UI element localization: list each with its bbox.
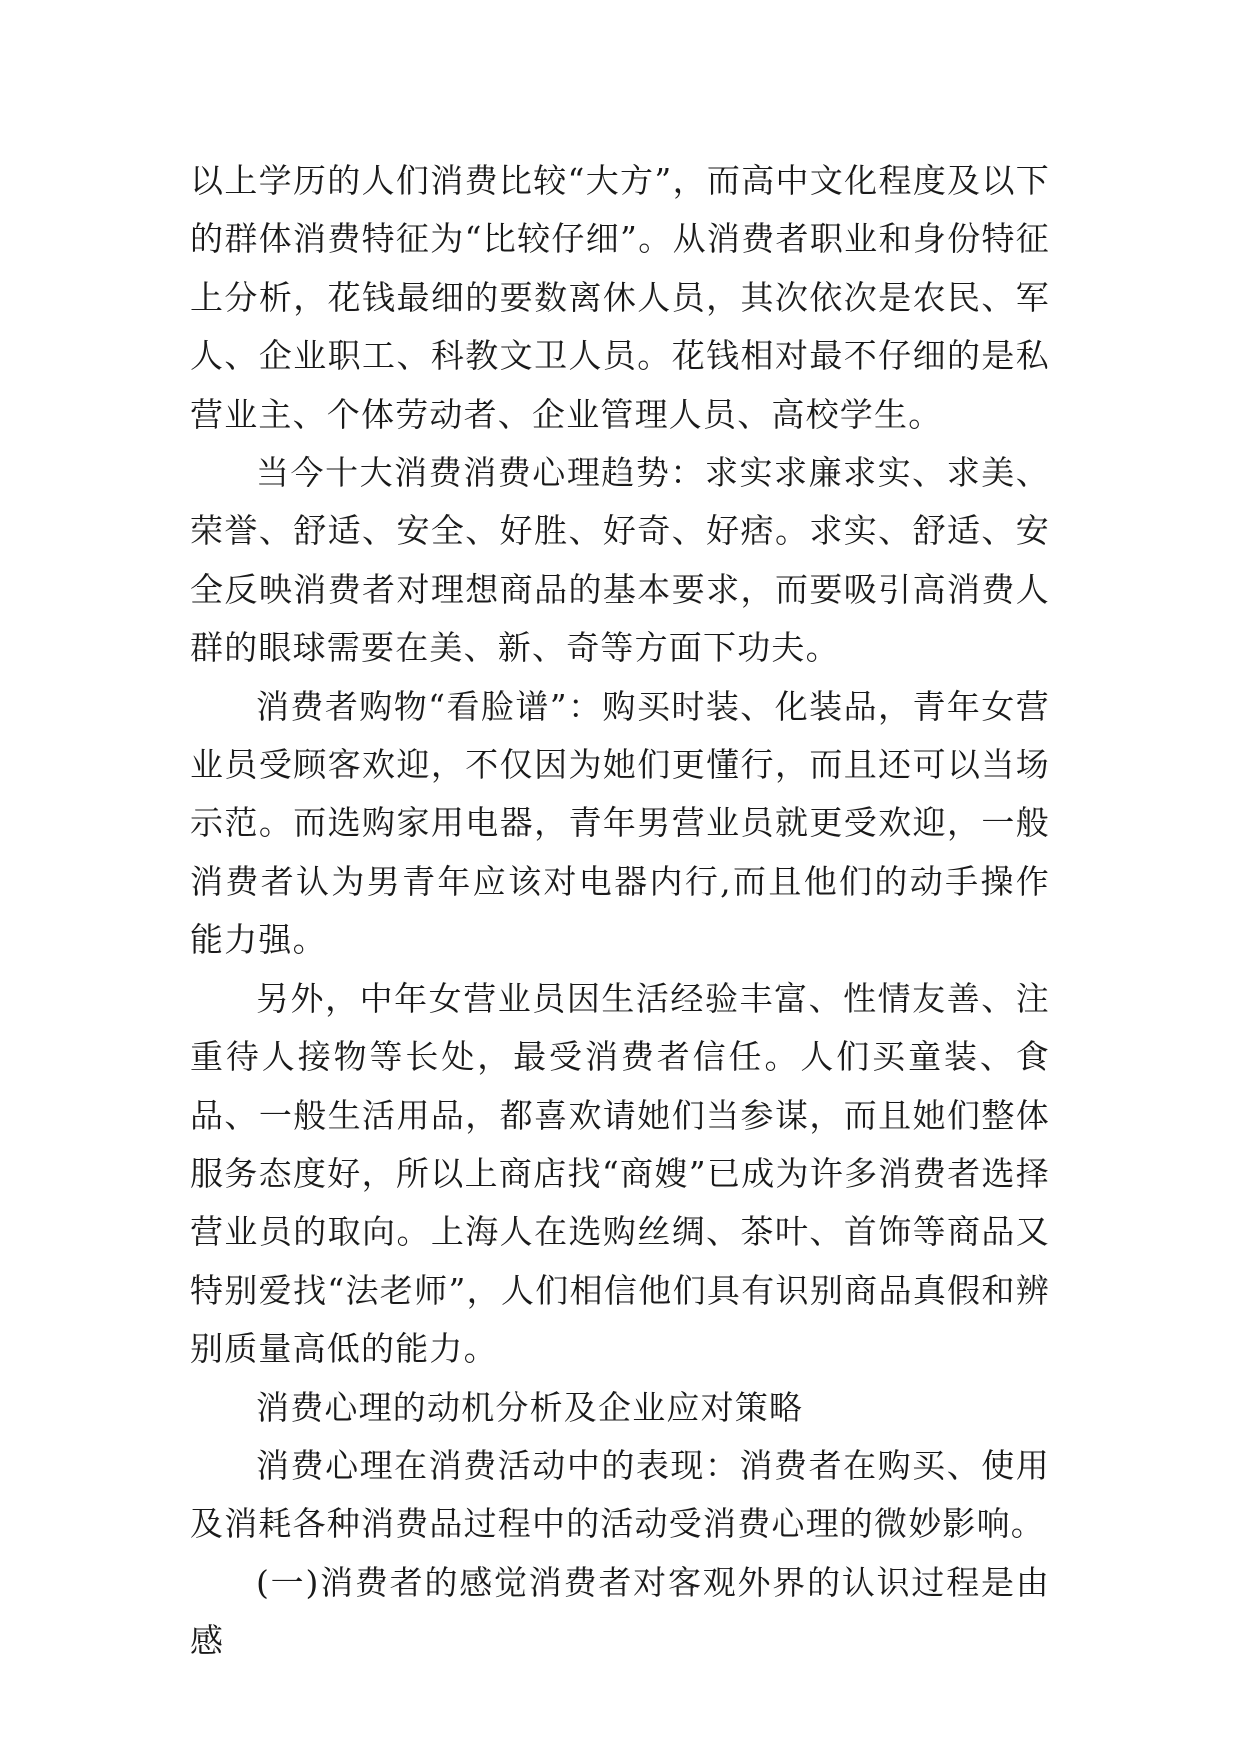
section-heading: 消费心理的动机分析及企业应对策略 <box>256 1387 804 1427</box>
document-page <box>190 152 1050 1671</box>
paragraph-4: 另外，中年女营业员因生活经验丰富、性情友善、注重待人接物等长处，最受消费者信任。人们买童装、食品、一般生活用品，都喜欢请她们当参谋，而且她们整体服务态度好，所以上商店找“商嫂”已成为许多消费者选择营业员的取向。上海人在选购丝绸、茶叶、首饰等商品又特别爱找“法老师”，人们相信他们具有识别商品真假和辨别质量高低的能力。 <box>190 978 1050 1369</box>
paragraph-5: 消费心理在消费活动中的表现：消费者在购买、使用及消耗各种消费品过程中的活动受消费心理的微妙影响。 <box>190 1445 1050 1544</box>
paragraph-3: 消费者购物“看脸谱”：购买时装、化装品，青年女营业员受顾客欢迎，不仅因为她们更懂行，而且还可以当场示范。而选购家用电器，青年男营业员就更受欢迎，一般消费者认为男青年应该对电器内行,而且他们的动手操作能力强。 <box>190 686 1050 960</box>
paragraph-1: 以上学历的人们消费比较“大方”，而高中文化程度及以下的群体消费特征为“比较仔细”。从消费者职业和身份特征上分析，花钱最细的要数离休人员，其次依次是农民、军人、企业职工、科教文卫人员。花钱相对最不仔细的是私营业主、个体劳动者、企业管理人员、高校学生。 <box>190 161 1050 434</box>
paragraph-6: (一)消费者的感觉消费者对客观外界的认识过程是由感 <box>190 1562 1050 1661</box>
paragraph-2: 当今十大消费消费心理趋势：求实求廉求实、求美、荣誉、舒适、安全、好胜、好奇、好痞。求实、舒适、安全反映消费者对理想商品的基本要求，而要吸引高消费人群的眼球需要在美、新、奇等方面下功夫。 <box>190 453 1050 668</box>
